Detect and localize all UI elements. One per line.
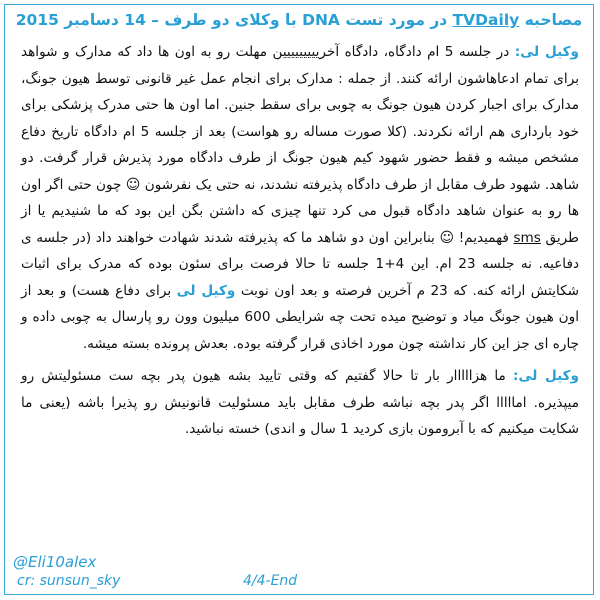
watermark-handle: @Eli10alex xyxy=(13,553,97,571)
article-body xyxy=(21,39,579,449)
paragraph-2-text: ما هزااااار بار تا حالا گفتیم که وقتی تایید بشه هیون پدر بچه ست مسئولیتش رو میپذیره. امااااا اگر پدر بچه نباشه طرف مقابل باید مسئولیت قانونیش رو پذیرا باشه (یعنی ما شکایت میکنیم که با آبرومون بازی کردید 1 سال و اندی) خسته نباشید. xyxy=(21,368,579,437)
paragraph-1-text-d: بنابراین اون دو شاهد ما که پذیرفته شدند شهادت خواهند داد (در جلسه ی دفاعیه. نه جلسه 23 ام. این 4+1 جلسه تا حالا فرصت برای سئون بوده که مدرک برای اثبات شکایتش ارائه کنه. که 23 م آخرین فرصته و بعد اون نوبت xyxy=(21,229,580,299)
paragraph-1-text-a: در جلسه 5 ام دادگاه، دادگاه آخرییییییییین مهلت رو به اون ها داد که مدارک و شواهد برای تمام ادعاهاشون ارائه کنند. از جمله : مدارک برای انجام عمل غیر قانونی توسط هیون جونگ، مدارک برای اجبار کردن هیون جونگ به چوبی برای سقط جنین. اما اون ها حتی مدرک پزشکی برای خود بارداری هم ارائه نکردند. (کلا صورت مساله رو هواست) بعد از جلسه 5 ام دادگاه تاریخ دفاع مشخص میشه و فقط حضور شهود کیم هیون جونگ از طرف دادگاه مورد پذیرش قرار گرفت. دو شاهد. شهود طرف مقابل از طرف دادگاه پذیرفته نشدند، نه حتی یک نفرشون xyxy=(21,44,580,193)
page-title xyxy=(5,9,593,31)
article-frame xyxy=(4,4,594,595)
speaker-label: وکیل لی: xyxy=(513,368,579,384)
sms-term: sms xyxy=(513,229,541,246)
paragraph-1 xyxy=(21,39,579,357)
paragraph-1-text-e: برای دفاع هست) و بعد از اون هیون جونگ میاد و توضیح میده تحت چه شرایطی 600 میلیون وون رو پارسال به چوبی داده و چاره ای جز این کار نداشته چون مورد اخاذی قرار گرفته بوده. بعدش پرونده بسته میشه. xyxy=(21,282,579,352)
page-indicator: 4/4-End xyxy=(243,573,298,589)
paragraph-2 xyxy=(21,363,579,443)
smiley-icon: ☺ xyxy=(439,229,455,246)
watermark-credit: cr: sunsun_sky xyxy=(17,573,121,589)
speaker-label-inline: وکیل لی xyxy=(176,282,236,299)
title-prefix: مصاحبه xyxy=(524,11,583,29)
smiley-icon: ☺ xyxy=(125,176,141,193)
paragraph-1-text-b: چون حتی اگر اون ها رو به عنوان شاهد دادگاه قبول می کرد تنها چیزی که داشتن بگن این بود که ما شنیدیم یا از طریق xyxy=(21,176,579,246)
paragraph-1-text-c: فهمیدیم! xyxy=(458,229,509,246)
brand-name: TVDaily xyxy=(452,11,520,29)
title-rest: در مورد تست DNA با وکلای دو طرف – 14 دسامبر 2015 xyxy=(15,11,448,29)
speaker-label: وکیل لی: xyxy=(514,44,579,60)
